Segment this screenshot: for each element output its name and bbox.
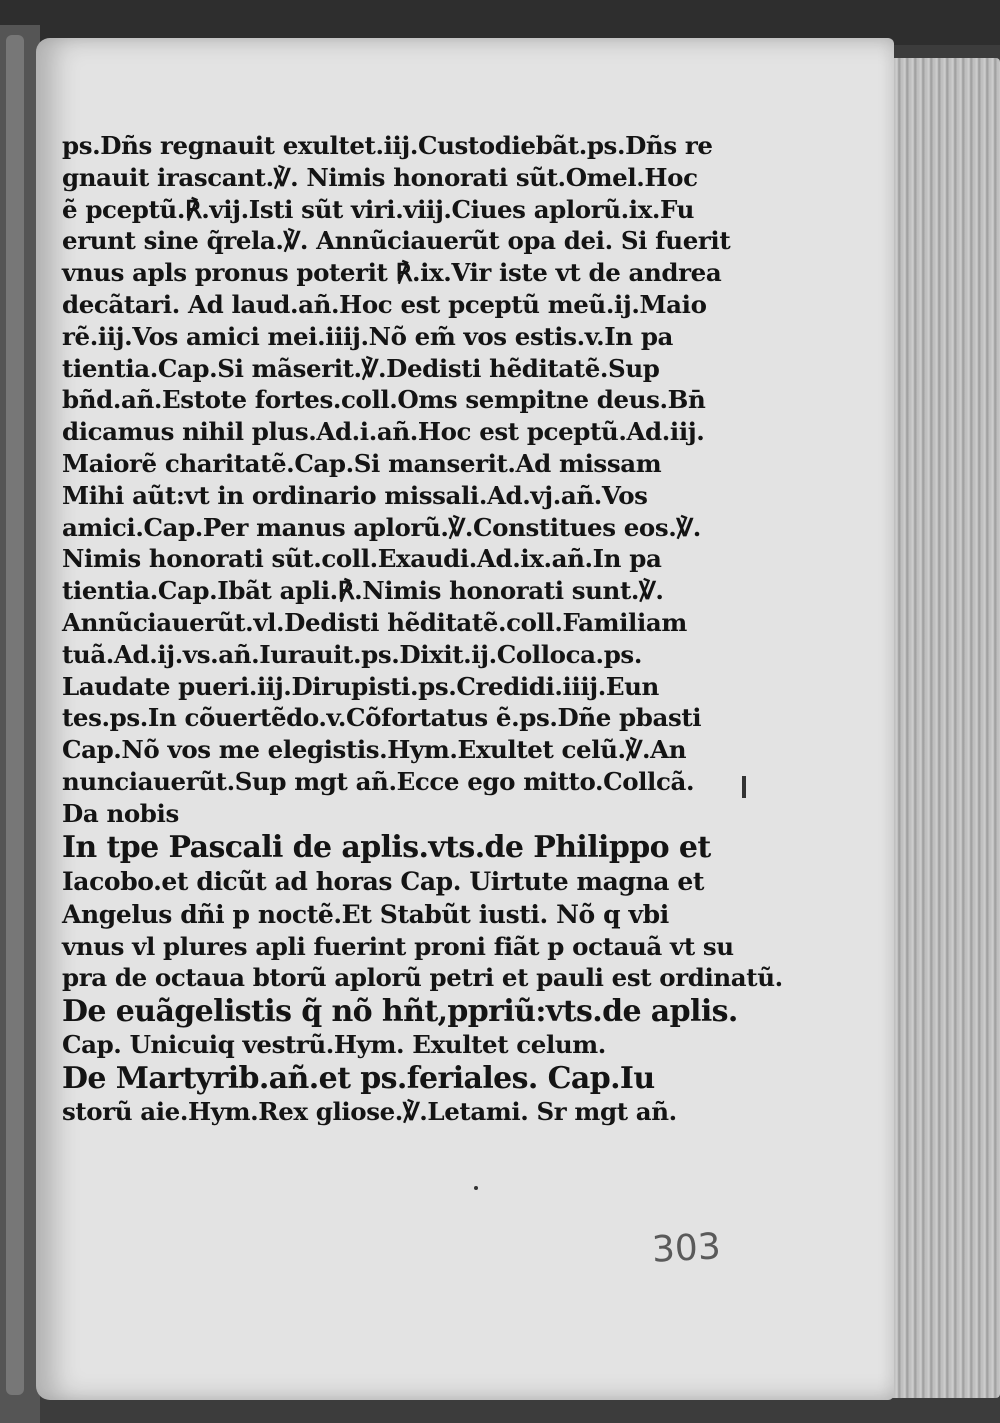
printed-text-block xyxy=(62,130,783,1128)
book-binding xyxy=(0,25,40,1423)
page-fore-edge xyxy=(878,58,1000,1398)
heading-line: In tpe Pascali de aplis.vts.de Philippo et xyxy=(62,829,711,865)
heading-line: De Martyrib.añ.et ps.feriales. Cap.Iu xyxy=(62,1060,655,1096)
text-line: vnus apls pronus poterit ℟.ix.Vir iste vt de andrea xyxy=(62,258,722,288)
text-line: storũ aie.Hym.Rex gliose.℣.Letami. Sr mgt añ. xyxy=(62,1096,677,1126)
text-line: Iacobo.et dicũt ad horas Cap. Uirtute magna et xyxy=(62,866,704,896)
text-line: Da nobis xyxy=(62,798,179,828)
text-line: tientia.Cap.Ibãt apli.℟.Nimis honorati sunt.℣. xyxy=(62,576,664,606)
text-line: amici.Cap.Per manus aplorũ.℣.Constitues eos.℣. xyxy=(62,512,701,542)
text-line: nunciauerũt.Sup mgt añ.Ecce ego mitto.Collcã. xyxy=(62,766,695,796)
text-line: Angelus dñi p noctẽ.Et Stabũt iusti. Nõ q vbi xyxy=(62,899,669,929)
ink-dot xyxy=(474,1186,478,1190)
text-line: bñd.añ.Estote fortes.coll.Oms sempitne deus.Bn̄ xyxy=(62,385,706,415)
text-line: Mihi aũt:vt in ordinario missali.Ad.vj.añ.Vos xyxy=(62,480,648,510)
text-line: Nimis honorati sũt.coll.Exaudi.Ad.ix.añ.In pa xyxy=(62,544,662,574)
text-line: Cap.Nõ vos me elegistis.Hym.Exultet celũ.℣.An xyxy=(62,735,687,765)
text-line: vnus vl plures apli fuerint proni fiãt p octauã vt su xyxy=(62,931,734,961)
text-line: Maiorẽ charitatẽ.Cap.Si manserit.Ad missam xyxy=(62,448,662,478)
text-line: tuã.Ad.ij.vs.añ.Iurauit.ps.Dixit.ij.Colloca.ps. xyxy=(62,639,642,669)
text-line: Annũciauerũt.vl.Dedisti hẽditatẽ.coll.Familiam xyxy=(62,607,687,637)
text-line: ẽ pceptũ.℟.vij.Isti sũt viri.viij.Ciues aplorũ.ix.Fu xyxy=(62,194,695,224)
text-line: Laudate pueri.iij.Dirupisti.ps.Credidi.iiij.Eun xyxy=(62,671,659,701)
heading-line: De euãgelistis q̃ nõ hñt,ppriũ:vts.de aplis. xyxy=(62,994,738,1030)
margin-mark xyxy=(742,776,746,798)
text-line: tes.ps.In cõuertẽdo.v.Cõfortatus ẽ.ps.Dñe pbasti xyxy=(62,703,702,733)
text-line: ps.Dñs regnauit exultet.iij.Custodiebãt.ps.Dñs re xyxy=(62,131,713,160)
folio-number: 303 xyxy=(650,1226,722,1271)
text-line: Cap. Unicuiq vestrũ.Hym. Exultet celum. xyxy=(62,1030,606,1060)
text-line: erunt sine q̃rela.℣. Annũciauerũt opa dei. Si fuerit xyxy=(62,226,731,256)
text-line: dicamus nihil plus.Ad.i.añ.Hoc est pceptũ.Ad.iij. xyxy=(62,417,705,447)
text-line: gnauit irascant.℣. Nimis honorati sũt.Omel.Hoc xyxy=(62,162,698,192)
text-line: pra de octaua btorũ aplorũ petri et pauli est ordinatũ. xyxy=(62,963,783,993)
text-line: decãtari. Ad laud.añ.Hoc est pceptũ meũ.ij.Maio xyxy=(62,289,707,319)
text-line: tientia.Cap.Si mãserit.℣.Dedisti hẽditatẽ.Sup xyxy=(62,353,660,383)
text-line: rẽ.iij.Vos amici mei.iiij.Nõ em̃ vos estis.v.In pa xyxy=(62,321,674,351)
